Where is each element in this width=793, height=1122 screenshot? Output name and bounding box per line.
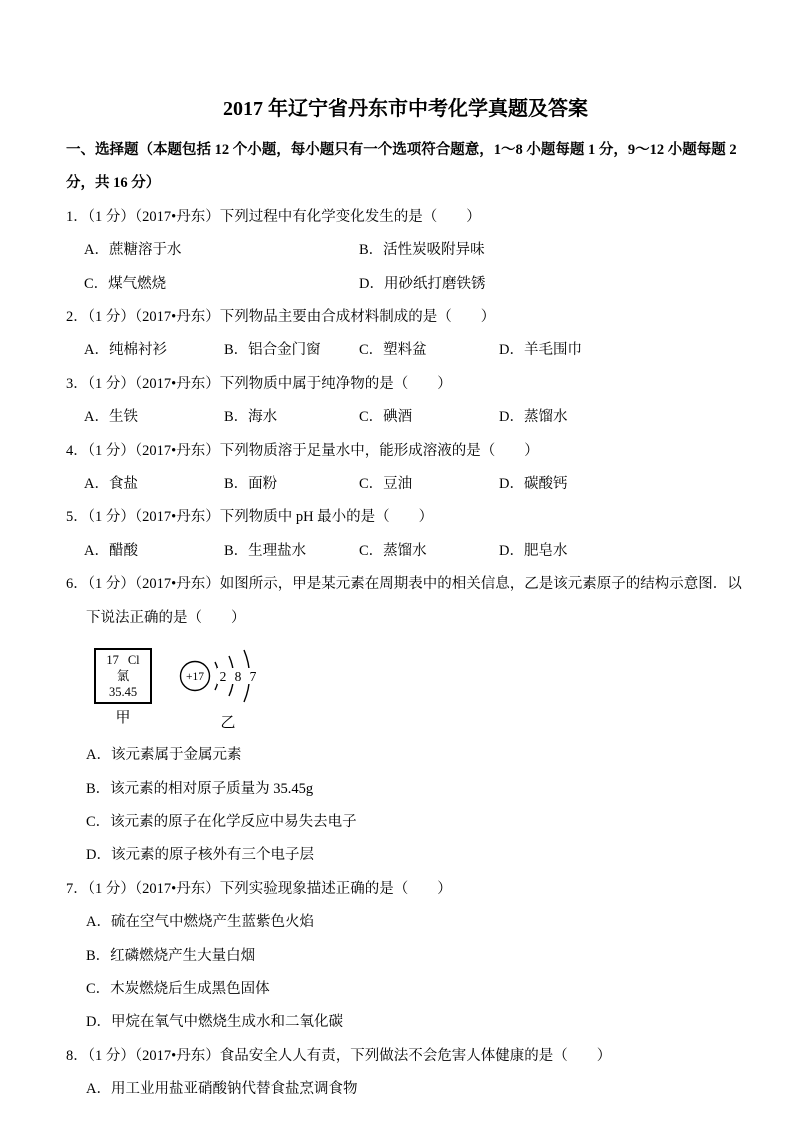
section-header-line1: 一、选择题（本题包括 12 个小题，每小题只有一个选项符合题意，1～8 小题每题 1 分，9～12 小题每题 2	[66, 142, 737, 158]
option-c: C．碘酒	[359, 409, 413, 426]
question-3-stem: 3．（1 分）（2017•丹东）下列物质中属于纯净物的是（ ）	[66, 375, 452, 392]
option-b: B．海水	[224, 409, 278, 426]
figure-label-jia: 甲	[115, 709, 131, 726]
option-d: D．该元素的原子核外有三个电子层	[86, 847, 314, 864]
atomic-structure-diagram-icon	[176, 643, 280, 709]
option-c: C．豆油	[359, 476, 413, 493]
option-c: C．该元素的原子在化学反应中易失去电子	[86, 813, 357, 830]
option-d: D．甲烷在氧气中燃烧生成水和二氧化碳	[86, 1014, 343, 1031]
question-1-stem: 1．（1 分）（2017•丹东）下列过程中有化学变化发生的是（ ）	[66, 208, 481, 225]
question-2-stem: 2．（1 分）（2017•丹东）下列物品主要由合成材料制成的是（ ）	[66, 309, 496, 326]
question-7	[66, 873, 745, 1040]
question-2-options-row	[66, 334, 745, 367]
question-3	[66, 368, 745, 435]
question-5-stem: 5．（1 分）（2017•丹东）下列物质中 pH 最小的是（ ）	[66, 509, 434, 526]
option-d: D．用砂纸打磨铁锈	[359, 275, 486, 292]
question-8-stem: 8．（1 分）（2017•丹东）食品安全人人有责，下列做法不会危害人体健康的是（ ）	[66, 1047, 612, 1064]
question-5	[66, 501, 745, 568]
option-a: A．该元素属于金属元素	[86, 747, 242, 764]
question-2	[66, 301, 745, 368]
periodic-table-element-box	[94, 648, 152, 704]
section-header-line2: 分，共 16 分）	[66, 175, 161, 192]
option-b: B．面粉	[224, 476, 278, 493]
question-4-options-row	[66, 468, 745, 501]
option-b: B．红磷燃烧产生大量白烟	[86, 947, 256, 964]
option-b: B．铝合金门窗	[224, 342, 321, 359]
option-d: D．肥皂水	[499, 542, 568, 559]
option-b: B．活性炭吸附异味	[359, 242, 485, 259]
option-c: C．煤气燃烧	[84, 275, 167, 292]
option-a: A．生铁	[84, 409, 138, 426]
option-c: C．塑料盆	[359, 342, 427, 359]
element-info-figure	[94, 648, 152, 729]
option-a: A．蔗糖溶于水	[84, 242, 182, 259]
question-1	[66, 201, 745, 301]
shell-3-electrons: 7	[249, 668, 257, 684]
option-b: B．生理盐水	[224, 542, 307, 559]
atomic-structure-figure	[176, 643, 280, 734]
option-c: C．蒸馏水	[359, 542, 427, 559]
option-a: A．食盐	[84, 476, 138, 493]
question-7-stem: 7．（1 分）（2017•丹东）下列实验现象描述正确的是（ ）	[66, 880, 452, 897]
option-a: A．醋酸	[84, 542, 138, 559]
option-a: A．纯棉衬衫	[84, 342, 167, 359]
shell-1-electrons: 2	[219, 668, 227, 684]
option-b: B．该元素的相对原子质量为 35.45g	[86, 780, 314, 797]
question-6	[66, 568, 745, 872]
element-atomic-number: 17	[106, 652, 119, 667]
question-6-stem-line1: 6．（1 分）（2017•丹东）如图所示，甲是某元素在周期表中的相关信息，乙是该元素原子的结构示意图．以	[66, 576, 742, 593]
element-name: 氯	[116, 668, 130, 683]
question-6-stem-line2: 下说法正确的是（ ）	[86, 609, 246, 626]
option-a: A．硫在空气中燃烧产生蓝紫色火焰	[86, 914, 314, 931]
question-1-options-row-1	[66, 234, 745, 267]
nucleus-charge: +17	[186, 670, 204, 683]
question-8	[66, 1040, 745, 1107]
question-5-options-row	[66, 535, 745, 568]
option-d: D．羊毛围巾	[499, 342, 582, 359]
element-symbol: Cl	[127, 652, 140, 667]
question-4	[66, 435, 745, 502]
option-d: D．蒸馏水	[499, 409, 568, 426]
question-1-options-row-2	[66, 268, 745, 301]
figure-label-yi: 乙	[220, 714, 236, 731]
question-6-figure	[66, 637, 745, 739]
page-title: 2017 年辽宁省丹东市中考化学真题及答案	[223, 98, 588, 120]
option-c: C．木炭燃烧后生成黑色固体	[86, 980, 270, 997]
shell-2-electrons: 8	[234, 668, 242, 684]
element-atomic-mass: 35.45	[108, 684, 138, 699]
question-3-options-row	[66, 401, 745, 434]
option-d: D．碳酸钙	[499, 476, 568, 493]
option-a: A．用工业用盐亚硝酸钠代替食盐烹调食物	[86, 1081, 358, 1098]
question-4-stem: 4．（1 分）（2017•丹东）下列物质溶于足量水中，能形成溶液的是（ ）	[66, 442, 539, 459]
element-number-symbol	[106, 652, 139, 668]
